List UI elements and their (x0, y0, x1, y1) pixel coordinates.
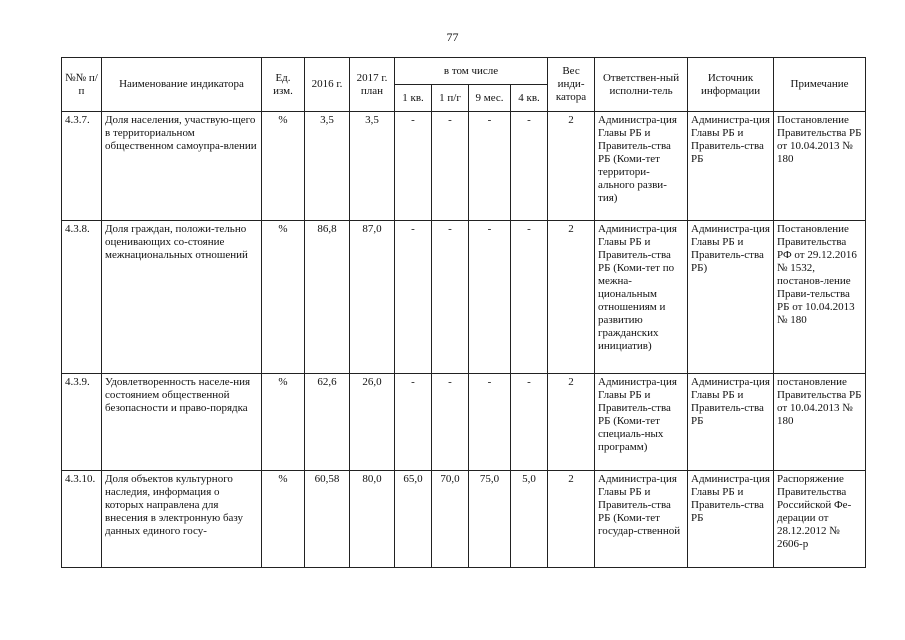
cell-weight: 2 (548, 221, 595, 374)
table-row (62, 471, 866, 568)
cell-h1: - (432, 112, 469, 221)
cell-9m: 75,0 (469, 471, 511, 568)
header-including: в том числе (395, 58, 548, 85)
cell-note: Распоряжение Правительства Российской Фе-дерации от 28.12.2012 № 2606-р (774, 471, 866, 568)
cell-9m: - (469, 374, 511, 471)
cell-2017: 3,5 (350, 112, 395, 221)
cell-name: Доля населения, участвую-щего в территориальном общественном самоупра-влении (102, 112, 262, 221)
cell-num: 4.3.8. (62, 221, 102, 374)
header-h1: 1 п/г (432, 85, 469, 112)
cell-q4: 5,0 (511, 471, 548, 568)
cell-num: 4.3.9. (62, 374, 102, 471)
cell-unit: % (262, 112, 305, 221)
cell-2016: 3,5 (305, 112, 350, 221)
cell-note: постановление Правительства РБ от 10.04.2013 № 180 (774, 374, 866, 471)
cell-9m: - (469, 221, 511, 374)
header-num: №№ п/п (62, 58, 102, 112)
cell-q4: - (511, 374, 548, 471)
cell-2016: 62,6 (305, 374, 350, 471)
header-q4: 4 кв. (511, 85, 548, 112)
cell-unit: % (262, 374, 305, 471)
header-q1: 1 кв. (395, 85, 432, 112)
cell-unit: % (262, 221, 305, 374)
cell-2017: 80,0 (350, 471, 395, 568)
cell-unit: % (262, 471, 305, 568)
cell-source: Администра-ция Главы РБ и Правитель-ства РБ (688, 112, 774, 221)
cell-q1: - (395, 221, 432, 374)
cell-q4: - (511, 221, 548, 374)
cell-responsible: Администра-ция Главы РБ и Правитель-ства РБ (Коми-тет по межна-циональным отношениям и развитию гражданских инициатив) (595, 221, 688, 374)
header-9m: 9 мес. (469, 85, 511, 112)
cell-q1: - (395, 374, 432, 471)
cell-q1: 65,0 (395, 471, 432, 568)
cell-h1: 70,0 (432, 471, 469, 568)
table-row (62, 221, 866, 374)
cell-num: 4.3.10. (62, 471, 102, 568)
cell-name: Доля граждан, положи-тельно оценивающих со-стояние межнациональных отношений (102, 221, 262, 374)
cell-name: Доля объектов культурного наследия, информация о которых направлена для внесения в электронную базу данных единого госу- (102, 471, 262, 568)
cell-note: Постановление Правительства РФ от 29.12.2016 № 1532, постанов-ление Прави-тельства РБ от 10.04.2013 № 180 (774, 221, 866, 374)
cell-2016: 86,8 (305, 221, 350, 374)
header-2017-plan: 2017 г. план (350, 58, 395, 112)
table-row (62, 112, 866, 221)
cell-responsible: Администра-ция Главы РБ и Правитель-ства РБ (Коми-тет территори-ального разви-тия) (595, 112, 688, 221)
cell-num: 4.3.7. (62, 112, 102, 221)
cell-weight: 2 (548, 471, 595, 568)
page-number: 77 (446, 30, 459, 44)
cell-responsible: Администра-ция Главы РБ и Правитель-ства РБ (Коми-тет государ-ственной (595, 471, 688, 568)
cell-q1: - (395, 112, 432, 221)
cell-h1: - (432, 374, 469, 471)
header-responsible: Ответствен-ный исполни-тель (595, 58, 688, 112)
table-row (62, 374, 866, 471)
cell-note: Постановление Правительства РБ от 10.04.2013 № 180 (774, 112, 866, 221)
cell-weight: 2 (548, 374, 595, 471)
header-unit: Ед. изм. (262, 58, 305, 112)
cell-h1: - (432, 221, 469, 374)
header-2016: 2016 г. (305, 58, 350, 112)
cell-2016: 60,58 (305, 471, 350, 568)
cell-q4: - (511, 112, 548, 221)
cell-responsible: Администра-ция Главы РБ и Правитель-ства РБ (Коми-тет специаль-ных программ) (595, 374, 688, 471)
cell-source: Администра-ция Главы РБ и Правитель-ства РБ (688, 471, 774, 568)
cell-weight: 2 (548, 112, 595, 221)
cell-source: Администра-ция Главы РБ и Правитель-ства РБ (688, 374, 774, 471)
cell-name: Удовлетворенность населе-ния состоянием общественной безопасности и право-порядка (102, 374, 262, 471)
cell-9m: - (469, 112, 511, 221)
cell-2017: 87,0 (350, 221, 395, 374)
indicators-table (61, 57, 866, 568)
header-name: Наименование индикатора (102, 58, 262, 112)
header-note: Примечание (774, 58, 866, 112)
header-source: Источник информации (688, 58, 774, 112)
header-weight: Вес инди-катора (548, 58, 595, 112)
cell-2017: 26,0 (350, 374, 395, 471)
cell-source: Администра-ция Главы РБ и Правитель-ства РБ) (688, 221, 774, 374)
